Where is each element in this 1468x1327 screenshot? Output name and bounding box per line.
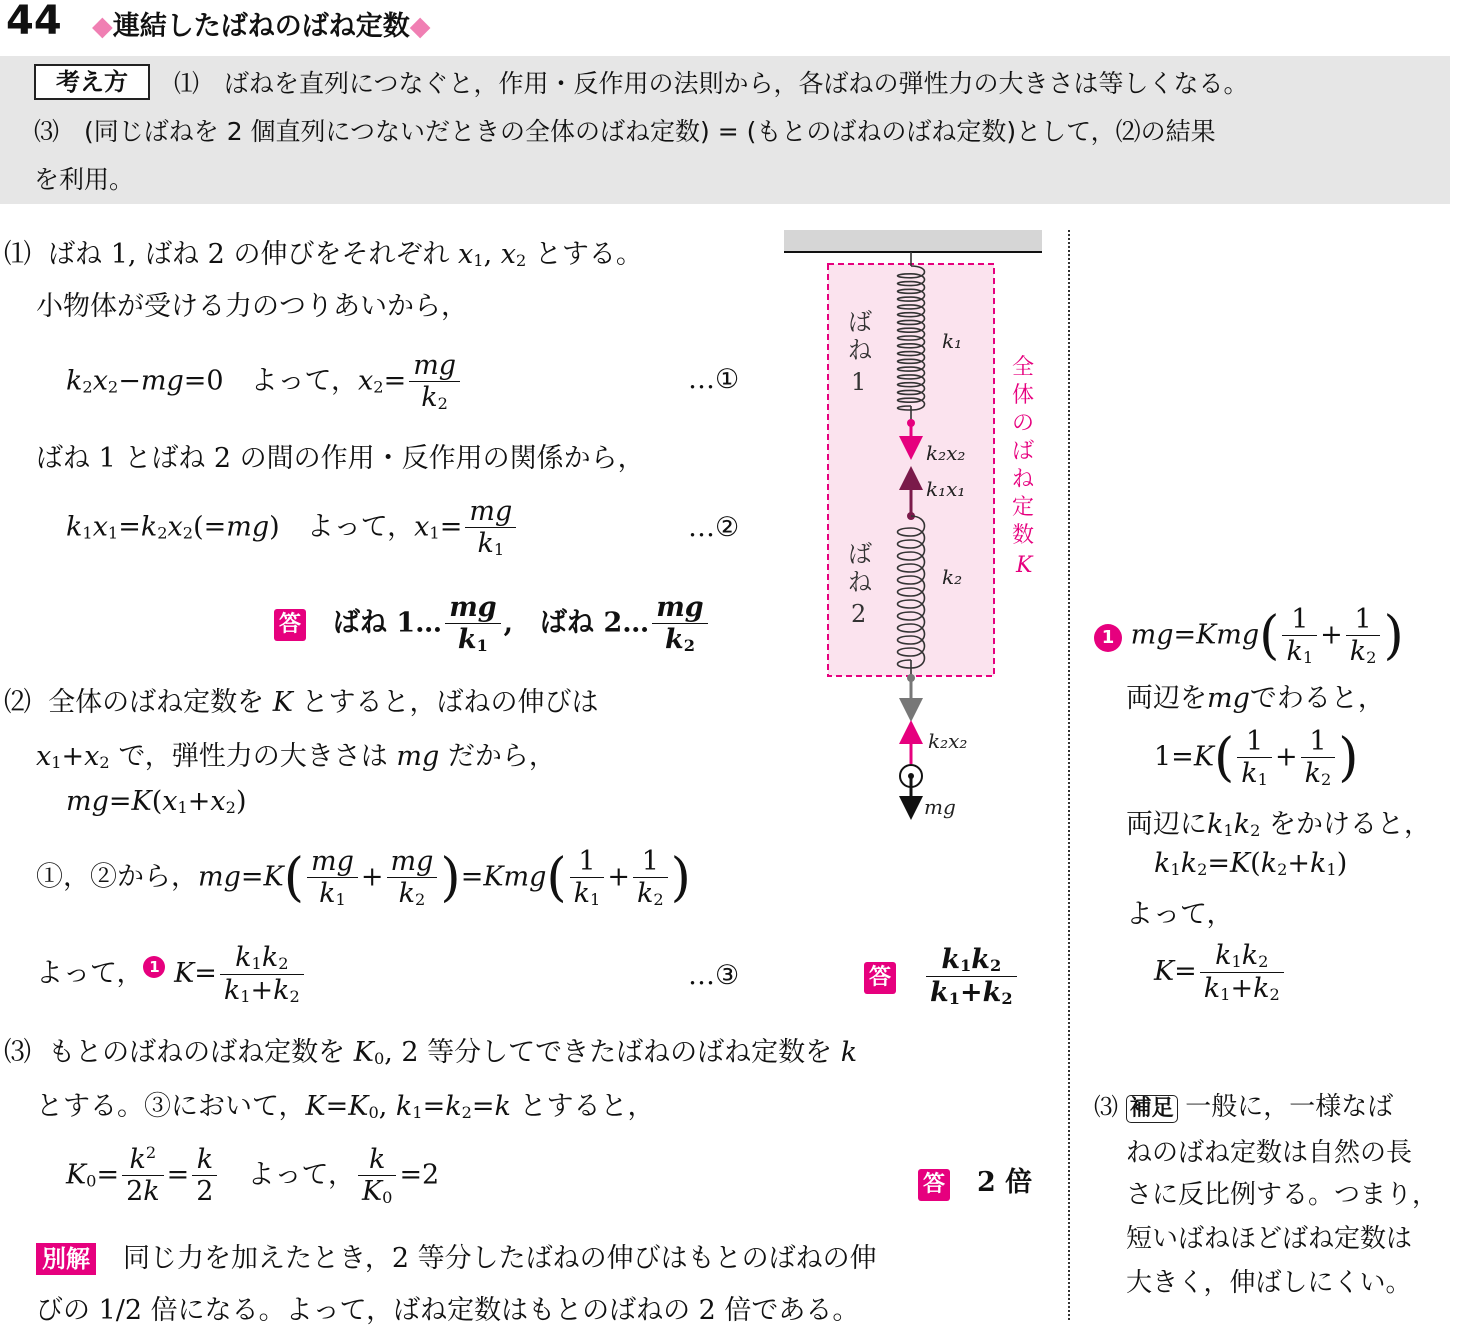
supplement-label: 補足	[1126, 1095, 1178, 1123]
answer-mark: 答	[918, 1169, 950, 1201]
p2-answer: 答 $\frac{k_1k_2}{k_1+k_2}$	[864, 944, 1020, 1009]
side-note-equation-1: 1 mg=Kmg( $\frac{1}{k_1}$ + $\frac{1}{k_2}$ )	[1094, 604, 1404, 668]
force-label-k2x2-lower: k₂x₂	[928, 729, 968, 753]
side-note-line-1: 両辺をmgでわると，	[1126, 683, 1385, 714]
hint-line-1: ⑴ ばねを直列につなぐと，作用・反作用の法則から，各ばねの弾性力の大きさは等しくなる。	[174, 69, 1249, 98]
title-text: 連結したばねのばね定数	[112, 11, 410, 42]
side-supplement-line-4: 短いばねほどばね定数は	[1126, 1224, 1413, 1254]
diamond-icon: ◆	[409, 11, 431, 42]
p2-line-1: ⑵ 全体のばね定数を K とすると，ばねの伸びは	[4, 687, 599, 718]
p3-equation: $K_0=$ $\frac{k^2}{2k}$ = $\frac{k}{2}$ よって， $\frac{k}{K_0}$ =2	[66, 1143, 440, 1208]
answer-mark: 答	[864, 962, 896, 994]
spring2-label: ばね 2	[848, 540, 872, 628]
spring-figure	[776, 226, 1056, 826]
p2-equation-3: よって， 1 K= $\frac{k_1k_2}{k_1+k_2}$	[36, 942, 307, 1007]
p3-alt-line-1: 別解 同じ力を加えたとき，2 等分したばねの伸びはもとのばねの伸	[36, 1236, 877, 1275]
ceiling	[784, 230, 1042, 252]
p2-line-2: $x_1+x_2$ で，弾性力の大きさは mg だから，	[36, 741, 556, 773]
p1-equation-2: $k_1x_1=k_2x_2(=mg)$ よって，$x_1=$ $\frac{mg}{k_1}$	[66, 496, 519, 560]
p1-equation-1: $k_2x_2-mg=0$ よって，$x_2=$ $\frac{mg}{k_2}$	[66, 350, 463, 414]
p1-line-3: ばね 1 とばね 2 の間の作用・反作用の関係から，	[36, 443, 645, 474]
side-note-equation-4: K= $\frac{k_1k_2}{k_1+k_2}$	[1154, 940, 1287, 1005]
side-supplement-line-5: 大きく，伸ばしにくい。	[1126, 1268, 1412, 1298]
side-supplement-line-3: さに反比例する。つまり，	[1126, 1180, 1439, 1210]
p1-answer: 答 ばね 1… $\frac{mg}{k_1}$ , ばね 2… $\frac{mg}{k_2}$	[274, 592, 711, 656]
p3-line-2: とする。③において，$K=K_0$, $k_1=k_2=k$ とすると，	[36, 1091, 655, 1123]
spring1-label: ばね 1	[848, 308, 872, 396]
p3-alt-line-2: びの 1/2 倍になる。よって，ばね定数はもとのばねの 2 倍である。	[36, 1295, 860, 1326]
note-marker-1: 1	[1094, 624, 1122, 652]
side-note-line-3: よって，	[1126, 899, 1234, 930]
p2-equation-1: $mg=K(x_1+x_2)$	[66, 786, 247, 818]
k2-label: k₂	[942, 565, 963, 589]
problem-title	[92, 4, 431, 43]
p1-ref-2: …②	[688, 512, 740, 543]
hint-label: 考え方	[34, 64, 150, 100]
p3-line-1: ⑶ もとのばねのばね定数を $K_0$, 2 等分してできたばねのばね定数を k	[4, 1037, 858, 1069]
side-supplement-line-2: ねのばね定数は自然の長	[1126, 1138, 1413, 1168]
p2-ref-3: …③	[688, 960, 740, 991]
force-label-k1x1: k₁x₁	[926, 477, 966, 501]
p3-answer: 答 2 倍	[918, 1160, 1032, 1201]
p1-ref-1: …①	[688, 364, 740, 395]
side-note-equation-2: 1=K( $\frac{1}{k_1}$ + $\frac{1}{k_2}$ )	[1154, 726, 1359, 790]
problem-number: 44	[6, 0, 62, 44]
alt-solution-label: 別解	[36, 1243, 96, 1275]
note-marker-1: 1	[143, 956, 165, 978]
side-note-line-2: 両辺に$k_1k_2$ をかけると，	[1126, 809, 1431, 841]
side-supplement-line-1: ⑶ 補足 一般に，一様なば	[1094, 1092, 1394, 1122]
diamond-icon: ◆	[92, 11, 113, 42]
column-divider	[1068, 230, 1070, 1320]
force-label-k2x2: k₂x₂	[926, 441, 966, 465]
force-label-mg: mg	[924, 795, 956, 819]
answer-mark: 答	[274, 609, 306, 641]
hint-line-2: ⑶ (同じばねを 2 個直列につないだときの全体のばね定数) = (もとのばねのばね定数)として，⑵の結果	[34, 117, 1216, 146]
k1-label: k₁	[942, 329, 963, 353]
side-note-equation-3: $k_1k_2=K(k_2+k_1)$	[1154, 848, 1348, 880]
p1-line-1: ⑴ ばね 1, ばね 2 の伸びをそれぞれ $x_1$, $x_2$ とする。	[4, 239, 643, 271]
p2-equation-2: ①，②から，mg=K( $\frac{mg}{k_1}$ + $\frac{mg}{k_2}$ )=Kmg( $\frac{1}{k_1}$ + $\frac{1}{k_2}$ )	[36, 846, 691, 910]
hint-line-3: を利用。	[34, 165, 135, 194]
p1-line-2: 小物体が受ける力のつりあいから，	[36, 291, 468, 322]
whole-spring-label: 全 体 の ば ね 定 数 K	[1012, 355, 1035, 578]
